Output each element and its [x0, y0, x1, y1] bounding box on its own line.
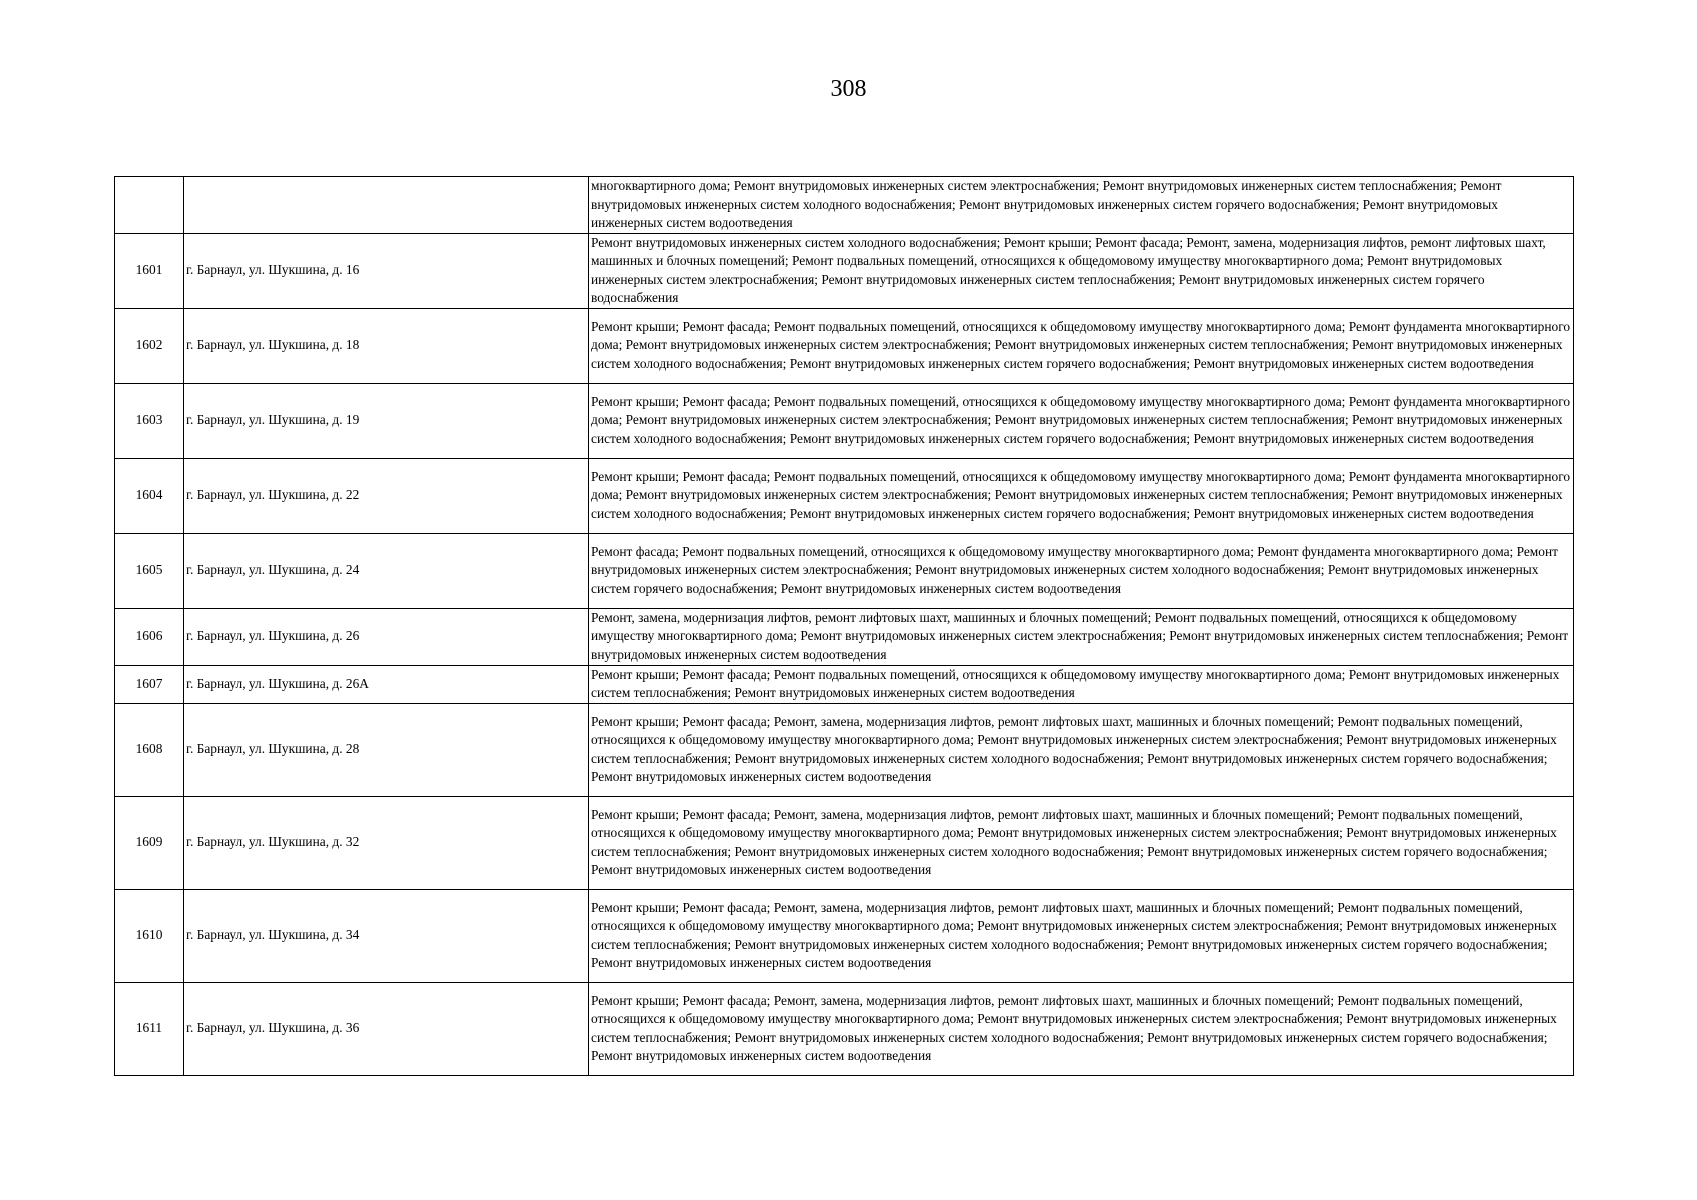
table-row	[115, 796, 1574, 889]
table-row	[115, 308, 1574, 383]
row-address: г. Барнаул, ул. Шукшина, д. 18	[184, 308, 589, 383]
row-number: 1611	[115, 982, 184, 1075]
row-address: г. Барнаул, ул. Шукшина, д. 16	[184, 233, 589, 308]
row-works: Ремонт фасада; Ремонт подвальных помещений, относящихся к общедомовому имуществу многоквартирного дома; Ремонт фундамента многоквартирного дома; Ремонт внутридомовых инженерных систем электроснабжения; Ремонт внутридомовых инженерных систем холодного водоснабжения; Ремонт внутридомовых инженерных систем горячего водоснабжения; Ремонт внутридомовых инженерных систем водоотведения	[589, 533, 1574, 608]
row-works: многоквартирного дома; Ремонт внутридомовых инженерных систем электроснабжения; Ремонт внутридомовых инженерных систем теплоснабжения; Ремонт внутридомовых инженерных систем холодного водоснабжения; Ремонт внутридомовых инженерных систем горячего водоснабжения; Ремонт внутридомовых инженерных систем водоотведения	[589, 177, 1574, 234]
row-address: г. Барнаул, ул. Шукшина, д. 34	[184, 889, 589, 982]
row-works: Ремонт крыши; Ремонт фасада; Ремонт подвальных помещений, относящихся к общедомовому имуществу многоквартирного дома; Ремонт фундамента многоквартирного дома; Ремонт внутридомовых инженерных систем электроснабжения; Ремонт внутридомовых инженерных систем теплоснабжения; Ремонт внутридомовых инженерных систем холодного водоснабжения; Ремонт внутридомовых инженерных систем горячего водоснабжения; Ремонт внутридомовых инженерных систем водоотведения	[589, 308, 1574, 383]
row-address: г. Барнаул, ул. Шукшина, д. 28	[184, 703, 589, 796]
row-number: 1603	[115, 383, 184, 458]
row-works: Ремонт крыши; Ремонт фасада; Ремонт подвальных помещений, относящихся к общедомовому имуществу многоквартирного дома; Ремонт фундамента многоквартирного дома; Ремонт внутридомовых инженерных систем электроснабжения; Ремонт внутридомовых инженерных систем теплоснабжения; Ремонт внутридомовых инженерных систем холодного водоснабжения; Ремонт внутридомовых инженерных систем горячего водоснабжения; Ремонт внутридомовых инженерных систем водоотведения	[589, 383, 1574, 458]
table-row	[115, 458, 1574, 533]
row-works: Ремонт крыши; Ремонт фасада; Ремонт подвальных помещений, относящихся к общедомовому имуществу многоквартирного дома; Ремонт внутридомовых инженерных систем теплоснабжения; Ремонт внутридомовых инженерных систем водоотведения	[589, 665, 1574, 703]
row-works: Ремонт крыши; Ремонт фасада; Ремонт, замена, модернизация лифтов, ремонт лифтовых шахт, машинных и блочных помещений; Ремонт подвальных помещений, относящихся к общедомовому имуществу многоквартирного дома; Ремонт внутридомовых инженерных систем электроснабжения; Ремонт внутридомовых инженерных систем теплоснабжения; Ремонт внутридомовых инженерных систем холодного водоснабжения; Ремонт внутридомовых инженерных систем горячего водоснабжения; Ремонт внутридомовых инженерных систем водоотведения	[589, 982, 1574, 1075]
row-works: Ремонт, замена, модернизация лифтов, ремонт лифтовых шахт, машинных и блочных помещений; Ремонт подвальных помещений, относящихся к общедомовому имуществу многоквартирного дома; Ремонт внутридомовых инженерных систем электроснабжения; Ремонт внутридомовых инженерных систем теплоснабжения; Ремонт внутридомовых инженерных систем водоотведения	[589, 608, 1574, 665]
row-number: 1607	[115, 665, 184, 703]
row-address: г. Барнаул, ул. Шукшина, д. 26	[184, 608, 589, 665]
row-works: Ремонт внутридомовых инженерных систем холодного водоснабжения; Ремонт крыши; Ремонт фасада; Ремонт, замена, модернизация лифтов, ремонт лифтовых шахт, машинных и блочных помещений; Ремонт подвальных помещений, относящихся к общедомовому имуществу многоквартирного дома; Ремонт внутридомовых инженерных систем электроснабжения; Ремонт внутридомовых инженерных систем теплоснабжения; Ремонт внутридомовых инженерных систем горячего водоснабжения	[589, 233, 1574, 308]
row-address: г. Барнаул, ул. Шукшина, д. 22	[184, 458, 589, 533]
page-number: 308	[830, 76, 867, 102]
row-number: 1601	[115, 233, 184, 308]
row-works: Ремонт крыши; Ремонт фасада; Ремонт, замена, модернизация лифтов, ремонт лифтовых шахт, машинных и блочных помещений; Ремонт подвальных помещений, относящихся к общедомовому имуществу многоквартирного дома; Ремонт внутридомовых инженерных систем электроснабжения; Ремонт внутридомовых инженерных систем теплоснабжения; Ремонт внутридомовых инженерных систем холодного водоснабжения; Ремонт внутридомовых инженерных систем горячего водоснабжения; Ремонт внутридомовых инженерных систем водоотведения	[589, 796, 1574, 889]
table-row	[115, 665, 1574, 703]
table-row	[115, 177, 1574, 234]
row-address	[184, 177, 589, 234]
row-works: Ремонт крыши; Ремонт фасада; Ремонт, замена, модернизация лифтов, ремонт лифтовых шахт, машинных и блочных помещений; Ремонт подвальных помещений, относящихся к общедомовому имуществу многоквартирного дома; Ремонт внутридомовых инженерных систем электроснабжения; Ремонт внутридомовых инженерных систем теплоснабжения; Ремонт внутридомовых инженерных систем холодного водоснабжения; Ремонт внутридомовых инженерных систем горячего водоснабжения; Ремонт внутридомовых инженерных систем водоотведения	[589, 889, 1574, 982]
row-address: г. Барнаул, ул. Шукшина, д. 19	[184, 383, 589, 458]
row-number: 1604	[115, 458, 184, 533]
row-address: г. Барнаул, ул. Шукшина, д. 26А	[184, 665, 589, 703]
table-row	[115, 889, 1574, 982]
table-row	[115, 533, 1574, 608]
row-address: г. Барнаул, ул. Шукшина, д. 24	[184, 533, 589, 608]
table-row	[115, 703, 1574, 796]
row-works: Ремонт крыши; Ремонт фасада; Ремонт подвальных помещений, относящихся к общедомовому имуществу многоквартирного дома; Ремонт фундамента многоквартирного дома; Ремонт внутридомовых инженерных систем электроснабжения; Ремонт внутридомовых инженерных систем теплоснабжения; Ремонт внутридомовых инженерных систем холодного водоснабжения; Ремонт внутридомовых инженерных систем горячего водоснабжения; Ремонт внутридомовых инженерных систем водоотведения	[589, 458, 1574, 533]
row-address: г. Барнаул, ул. Шукшина, д. 32	[184, 796, 589, 889]
table-row	[115, 982, 1574, 1075]
row-address: г. Барнаул, ул. Шукшина, д. 36	[184, 982, 589, 1075]
row-works: Ремонт крыши; Ремонт фасада; Ремонт, замена, модернизация лифтов, ремонт лифтовых шахт, машинных и блочных помещений; Ремонт подвальных помещений, относящихся к общедомовому имуществу многоквартирного дома; Ремонт внутридомовых инженерных систем электроснабжения; Ремонт внутридомовых инженерных систем теплоснабжения; Ремонт внутридомовых инженерных систем холодного водоснабжения; Ремонт внутридомовых инженерных систем горячего водоснабжения; Ремонт внутридомовых инженерных систем водоотведения	[589, 703, 1574, 796]
repair-register-table	[114, 176, 1574, 1076]
row-number	[115, 177, 184, 234]
row-number: 1605	[115, 533, 184, 608]
row-number: 1609	[115, 796, 184, 889]
row-number: 1610	[115, 889, 184, 982]
row-number: 1608	[115, 703, 184, 796]
table-row	[115, 608, 1574, 665]
table-row	[115, 233, 1574, 308]
table-row	[115, 383, 1574, 458]
row-number: 1602	[115, 308, 184, 383]
row-number: 1606	[115, 608, 184, 665]
